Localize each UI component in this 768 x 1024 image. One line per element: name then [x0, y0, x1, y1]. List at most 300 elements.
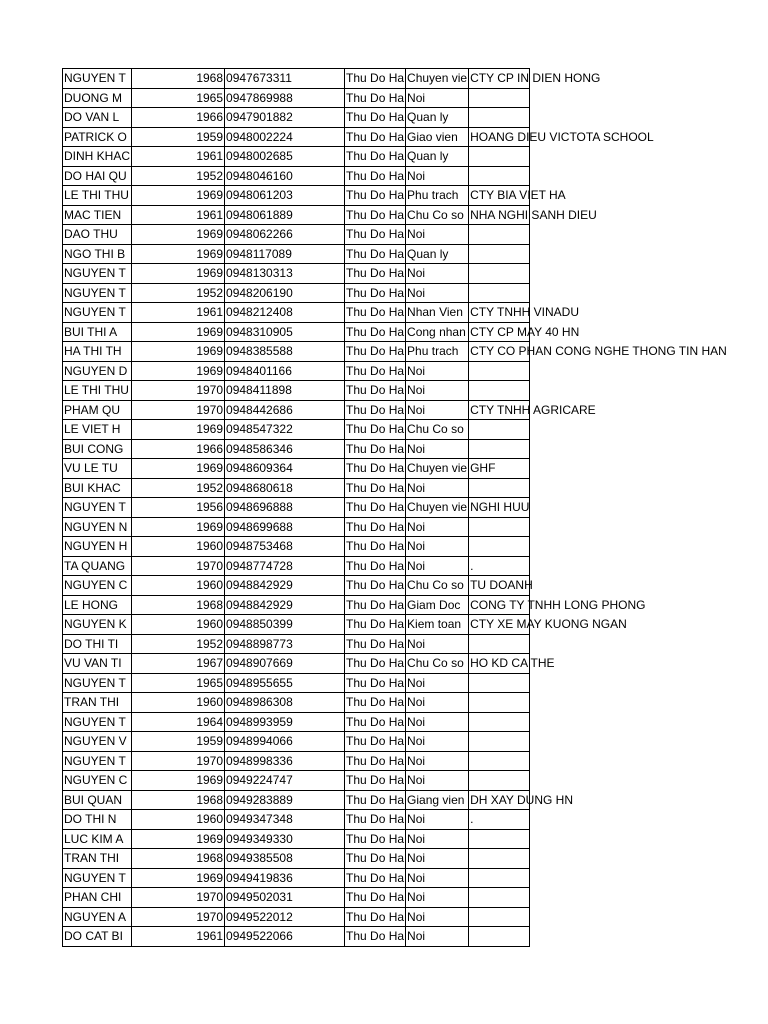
cell-name[interactable]: NGUYEN C [63, 576, 132, 596]
cell-birth-year[interactable]: 1969 [132, 420, 225, 440]
cell-phone[interactable]: 0948699688 [225, 517, 345, 537]
cell-city[interactable]: Thu Do Ha [345, 88, 406, 108]
cell-company[interactable] [469, 634, 530, 654]
cell-company[interactable] [469, 342, 727, 362]
cell-company[interactable] [469, 556, 530, 576]
cell-city[interactable]: Thu Do Ha [345, 186, 406, 206]
table-row [63, 673, 530, 693]
cell-birth-year[interactable]: 1960 [132, 810, 225, 830]
cell-birth-year[interactable]: 1959 [132, 732, 225, 752]
cell-job[interactable]: Noi [406, 927, 469, 947]
cell-company[interactable] [469, 751, 530, 771]
cell-company[interactable] [469, 303, 579, 323]
cell-job[interactable]: Noi [406, 439, 469, 459]
cell-name[interactable]: NGUYEN K [63, 615, 132, 635]
cell-city[interactable]: Thu Do Ha [345, 868, 406, 888]
cell-birth-year[interactable]: 1970 [132, 751, 225, 771]
cell-city[interactable]: Thu Do Ha [345, 400, 406, 420]
cell-job[interactable]: Noi [406, 517, 469, 537]
cell-name[interactable]: NGUYEN T [63, 498, 132, 518]
cell-birth-year[interactable]: 1960 [132, 615, 225, 635]
cell-name[interactable]: BUI CONG [63, 439, 132, 459]
table-row [63, 595, 530, 615]
cell-name[interactable]: DUONG M [63, 88, 132, 108]
cell-company[interactable] [469, 537, 530, 557]
cell-name[interactable]: DO THI N [63, 810, 132, 830]
cell-city[interactable]: Thu Do Ha [345, 205, 406, 225]
cell-phone[interactable]: 0949347348 [225, 810, 345, 830]
cell-name[interactable]: BUI QUAN [63, 790, 132, 810]
cell-name[interactable]: LE VIET H [63, 420, 132, 440]
cell-name[interactable]: NGUYEN T [63, 69, 132, 89]
cell-company[interactable] [469, 420, 530, 440]
cell-birth-year[interactable]: 1969 [132, 829, 225, 849]
cell-birth-year[interactable]: 1970 [132, 556, 225, 576]
cell-job[interactable]: Chu Co so [406, 654, 469, 674]
cell-job[interactable]: Giao vien [406, 127, 469, 147]
cell-city[interactable]: Thu Do Ha [345, 615, 406, 635]
cell-company-text: CTY TNHH AGRICARE [470, 402, 596, 417]
cell-phone[interactable]: 0949522066 [225, 927, 345, 947]
cell-city[interactable]: Thu Do Ha [345, 69, 406, 89]
cell-job[interactable]: Noi [406, 283, 469, 303]
cell-phone[interactable]: 0948994066 [225, 732, 345, 752]
table-row [63, 556, 530, 576]
cell-phone[interactable]: 0948411898 [225, 381, 345, 401]
cell-birth-year[interactable]: 1969 [132, 264, 225, 284]
cell-job[interactable]: Phu trach [406, 186, 469, 206]
cell-city[interactable]: Thu Do Ha [345, 712, 406, 732]
cell-birth-year[interactable]: 1970 [132, 381, 225, 401]
cell-job[interactable]: Noi [406, 634, 469, 654]
cell-name[interactable]: LE THI THU [63, 381, 132, 401]
cell-birth-year[interactable]: 1969 [132, 459, 225, 479]
cell-city[interactable]: Thu Do Ha [345, 693, 406, 713]
cell-company[interactable] [469, 595, 646, 615]
cell-city[interactable]: Thu Do Ha [345, 283, 406, 303]
cell-job[interactable]: Noi [406, 537, 469, 557]
cell-phone[interactable]: 0949502031 [225, 888, 345, 908]
cell-city[interactable]: Thu Do Ha [345, 108, 406, 128]
cell-job[interactable]: Cong nhan [406, 322, 469, 342]
table-row [63, 712, 530, 732]
cell-birth-year[interactable]: 1966 [132, 439, 225, 459]
cell-city[interactable]: Thu Do Ha [345, 576, 406, 596]
cell-birth-year[interactable]: 1961 [132, 303, 225, 323]
cell-job[interactable]: Chuyen vie [406, 69, 469, 89]
cell-phone[interactable]: 0948774728 [225, 556, 345, 576]
cell-phone[interactable]: 0948998336 [225, 751, 345, 771]
cell-company[interactable] [469, 693, 530, 713]
cell-name[interactable]: NGUYEN V [63, 732, 132, 752]
cell-job[interactable]: Noi [406, 673, 469, 693]
cell-name[interactable]: NGUYEN T [63, 283, 132, 303]
cell-city[interactable]: Thu Do Ha [345, 342, 406, 362]
cell-birth-year[interactable]: 1960 [132, 537, 225, 557]
cell-birth-year[interactable]: 1961 [132, 205, 225, 225]
cell-name[interactable]: LUC KIM A [63, 829, 132, 849]
cell-city[interactable]: Thu Do Ha [345, 732, 406, 752]
cell-job[interactable]: Noi [406, 225, 469, 245]
cell-birth-year[interactable]: 1970 [132, 400, 225, 420]
cell-name[interactable]: NGUYEN N [63, 517, 132, 537]
cell-job[interactable]: Noi [406, 88, 469, 108]
table-row [63, 361, 530, 381]
cell-job[interactable]: Quan ly [406, 108, 469, 128]
cell-birth-year[interactable]: 1965 [132, 88, 225, 108]
cell-company[interactable] [469, 790, 573, 810]
cell-company[interactable] [469, 576, 533, 596]
cell-phone[interactable]: 0948986308 [225, 693, 345, 713]
cell-birth-year[interactable]: 1969 [132, 244, 225, 264]
cell-birth-year[interactable]: 1960 [132, 693, 225, 713]
cell-company-text: CTY XE MAY KUONG NGAN [470, 617, 627, 631]
cell-birth-year[interactable]: 1965 [132, 673, 225, 693]
cell-name[interactable]: NGUYEN T [63, 751, 132, 771]
cell-company[interactable] [469, 439, 530, 459]
cell-company[interactable] [469, 888, 530, 908]
table-row [63, 69, 530, 89]
cell-birth-year[interactable]: 1968 [132, 790, 225, 810]
cell-phone[interactable]: 0948993959 [225, 712, 345, 732]
cell-company[interactable] [469, 361, 530, 381]
cell-city[interactable]: Thu Do Ha [345, 556, 406, 576]
cell-phone[interactable]: 0948586346 [225, 439, 345, 459]
cell-phone[interactable]: 0949522012 [225, 907, 345, 927]
cell-name[interactable]: VU LE TU [63, 459, 132, 479]
cell-name[interactable]: NGUYEN C [63, 771, 132, 791]
cell-phone[interactable]: 0949224747 [225, 771, 345, 791]
cell-company[interactable] [469, 186, 566, 206]
table-row [63, 108, 530, 128]
cell-name[interactable]: VU VAN TI [63, 654, 132, 674]
cell-job[interactable]: Noi [406, 907, 469, 927]
cell-birth-year[interactable]: 1959 [132, 127, 225, 147]
cell-phone[interactable]: 0948680618 [225, 478, 345, 498]
cell-job[interactable]: Chuyen vie [406, 459, 469, 479]
cell-company[interactable] [469, 849, 530, 869]
cell-city[interactable]: Thu Do Ha [345, 459, 406, 479]
cell-name[interactable]: NGUYEN T [63, 868, 132, 888]
cell-phone[interactable]: 0947901882 [225, 108, 345, 128]
cell-city[interactable]: Thu Do Ha [345, 634, 406, 654]
cell-birth-year[interactable]: 1969 [132, 771, 225, 791]
cell-city[interactable]: Thu Do Ha [345, 264, 406, 284]
table-row [63, 439, 530, 459]
cell-city[interactable]: Thu Do Ha [345, 751, 406, 771]
cell-phone[interactable]: 0948850399 [225, 615, 345, 635]
cell-city[interactable]: Thu Do Ha [345, 166, 406, 186]
cell-company[interactable] [469, 615, 627, 635]
cell-company[interactable] [469, 108, 530, 128]
cell-name[interactable]: NGUYEN T [63, 264, 132, 284]
cell-birth-year[interactable]: 1964 [132, 712, 225, 732]
cell-phone[interactable]: 0947869988 [225, 88, 345, 108]
cell-name[interactable]: PATRICK O [63, 127, 132, 147]
cell-job[interactable]: Noi [406, 381, 469, 401]
cell-birth-year[interactable]: 1952 [132, 166, 225, 186]
cell-company-text: CTY BIA VIET HA [470, 188, 566, 202]
cell-job[interactable]: Noi [406, 400, 469, 420]
cell-phone[interactable]: 0948061889 [225, 205, 345, 225]
cell-job[interactable]: Phu trach [406, 342, 469, 362]
cell-name[interactable]: DO HAI QU [63, 166, 132, 186]
cell-phone[interactable]: 0948062266 [225, 225, 345, 245]
cell-birth-year[interactable]: 1960 [132, 576, 225, 596]
cell-phone[interactable]: 0948442686 [225, 400, 345, 420]
cell-city[interactable]: Thu Do Ha [345, 439, 406, 459]
cell-phone[interactable]: 0948401166 [225, 361, 345, 381]
cell-birth-year[interactable]: 1969 [132, 361, 225, 381]
cell-name[interactable]: DO VAN L [63, 108, 132, 128]
table-row [63, 400, 530, 420]
cell-name[interactable]: TRAN THI [63, 849, 132, 869]
cell-company[interactable] [469, 810, 530, 830]
cell-company[interactable] [469, 322, 580, 342]
cell-job[interactable]: Noi [406, 829, 469, 849]
table-row [63, 732, 530, 752]
cell-company[interactable] [469, 205, 597, 225]
cell-birth-year[interactable]: 1969 [132, 225, 225, 245]
cell-job[interactable]: Noi [406, 732, 469, 752]
cell-name[interactable]: DINH KHAC [63, 147, 132, 167]
cell-city[interactable]: Thu Do Ha [345, 244, 406, 264]
cell-company[interactable] [469, 166, 530, 186]
cell-birth-year[interactable]: 1968 [132, 595, 225, 615]
cell-company[interactable] [469, 517, 530, 537]
cell-birth-year[interactable]: 1968 [132, 849, 225, 869]
cell-city[interactable]: Thu Do Ha [345, 361, 406, 381]
table-row [63, 303, 530, 323]
cell-birth-year[interactable]: 1952 [132, 478, 225, 498]
cell-job[interactable]: Noi [406, 166, 469, 186]
cell-job[interactable]: Noi [406, 478, 469, 498]
table-row [63, 849, 530, 869]
cell-company[interactable] [469, 244, 530, 264]
cell-name[interactable]: TRAN THI [63, 693, 132, 713]
cell-city[interactable]: Thu Do Ha [345, 127, 406, 147]
cell-name[interactable]: BUI THI A [63, 322, 132, 342]
table-row [63, 420, 530, 440]
cell-phone[interactable]: 0949283889 [225, 790, 345, 810]
cell-company[interactable] [469, 225, 530, 245]
cell-city[interactable]: Thu Do Ha [345, 771, 406, 791]
table-row [63, 810, 530, 830]
cell-job[interactable]: Noi [406, 264, 469, 284]
cell-job[interactable]: Nhan Vien [406, 303, 469, 323]
cell-company[interactable] [469, 69, 601, 89]
cell-phone[interactable]: 0948212408 [225, 303, 345, 323]
cell-company[interactable] [469, 478, 530, 498]
cell-city[interactable]: Thu Do Ha [345, 517, 406, 537]
cell-name[interactable]: LE THI THU [63, 186, 132, 206]
cell-company[interactable] [469, 264, 530, 284]
cell-birth-year[interactable]: 1967 [132, 654, 225, 674]
cell-company-text: CTY TNHH VINADU [470, 305, 579, 319]
cell-job[interactable]: Noi [406, 751, 469, 771]
cell-birth-year[interactable]: 1969 [132, 342, 225, 362]
cell-name[interactable]: NGUYEN T [63, 673, 132, 693]
cell-job[interactable]: Chuyen vie [406, 498, 469, 518]
cell-company[interactable] [469, 829, 530, 849]
cell-company[interactable] [469, 400, 596, 420]
cell-city[interactable]: Thu Do Ha [345, 927, 406, 947]
cell-phone[interactable]: 0948002685 [225, 147, 345, 167]
cell-company-text: NGHI HUU [470, 500, 530, 514]
cell-phone[interactable]: 0948842929 [225, 595, 345, 615]
cell-birth-year[interactable]: 1970 [132, 888, 225, 908]
cell-job[interactable]: Noi [406, 810, 469, 830]
cell-city[interactable]: Thu Do Ha [345, 303, 406, 323]
cell-company[interactable] [469, 381, 530, 401]
cell-job[interactable]: Chu Co so [406, 420, 469, 440]
cell-phone[interactable]: 0948310905 [225, 322, 345, 342]
cell-company[interactable] [469, 732, 530, 752]
cell-job[interactable]: Chu Co so [406, 576, 469, 596]
table-row [63, 868, 530, 888]
cell-city[interactable]: Thu Do Ha [345, 810, 406, 830]
cell-birth-year[interactable]: 1956 [132, 498, 225, 518]
cell-phone[interactable]: 0948547322 [225, 420, 345, 440]
cell-company[interactable] [469, 673, 530, 693]
cell-city[interactable]: Thu Do Ha [345, 673, 406, 693]
cell-name[interactable]: DO THI TI [63, 634, 132, 654]
cell-name[interactable]: HA THI TH [63, 342, 132, 362]
cell-phone[interactable]: 0948696888 [225, 498, 345, 518]
cell-phone[interactable]: 0948046160 [225, 166, 345, 186]
cell-company[interactable] [469, 771, 530, 791]
cell-city[interactable]: Thu Do Ha [345, 322, 406, 342]
cell-phone[interactable]: 0948955655 [225, 673, 345, 693]
cell-company[interactable] [469, 927, 530, 947]
cell-company[interactable] [469, 907, 530, 927]
cell-name[interactable]: NGUYEN A [63, 907, 132, 927]
cell-job[interactable]: Noi [406, 849, 469, 869]
cell-name[interactable]: TA QUANG [63, 556, 132, 576]
cell-phone[interactable]: 0948385588 [225, 342, 345, 362]
cell-phone[interactable]: 0948206190 [225, 283, 345, 303]
cell-phone[interactable]: 0948130313 [225, 264, 345, 284]
cell-phone[interactable]: 0949349330 [225, 829, 345, 849]
cell-city[interactable]: Thu Do Ha [345, 420, 406, 440]
cell-job[interactable]: Giam Doc [406, 595, 469, 615]
table-row [63, 498, 530, 518]
cell-company[interactable] [469, 127, 654, 147]
cell-company-text: . [470, 558, 474, 573]
cell-city[interactable]: Thu Do Ha [345, 888, 406, 908]
cell-city[interactable]: Thu Do Ha [345, 790, 406, 810]
table-row [63, 264, 530, 284]
cell-city[interactable]: Thu Do Ha [345, 498, 406, 518]
cell-company[interactable] [469, 654, 555, 674]
cell-company[interactable] [469, 868, 530, 888]
cell-name[interactable]: NGUYEN H [63, 537, 132, 557]
cell-name[interactable]: LE HONG [63, 595, 132, 615]
cell-name[interactable]: NGUYEN T [63, 712, 132, 732]
cell-city[interactable]: Thu Do Ha [345, 907, 406, 927]
cell-phone[interactable]: 0949419836 [225, 868, 345, 888]
cell-city[interactable]: Thu Do Ha [345, 381, 406, 401]
cell-city[interactable]: Thu Do Ha [345, 849, 406, 869]
cell-name[interactable]: PHAN CHI [63, 888, 132, 908]
table-row [63, 322, 530, 342]
cell-name[interactable]: NGUYEN T [63, 303, 132, 323]
cell-name[interactable]: NGUYEN D [63, 361, 132, 381]
cell-birth-year[interactable]: 1969 [132, 322, 225, 342]
cell-phone[interactable]: 0948061203 [225, 186, 345, 206]
cell-job[interactable]: Noi [406, 712, 469, 732]
cell-job[interactable]: Quan ly [406, 244, 469, 264]
cell-job[interactable]: Kiem toan [406, 615, 469, 635]
cell-phone[interactable]: 0948753468 [225, 537, 345, 557]
cell-birth-year[interactable]: 1970 [132, 907, 225, 927]
cell-job[interactable]: Noi [406, 868, 469, 888]
cell-phone[interactable]: 0948609364 [225, 459, 345, 479]
cell-company[interactable] [469, 712, 530, 732]
cell-phone[interactable]: 0948907669 [225, 654, 345, 674]
table-row [63, 166, 530, 186]
table-row [63, 771, 530, 791]
cell-birth-year[interactable]: 1966 [132, 108, 225, 128]
cell-city[interactable]: Thu Do Ha [345, 225, 406, 245]
cell-city[interactable]: Thu Do Ha [345, 829, 406, 849]
cell-company-text: HOANG DIEU VICTOTA SCHOOL [470, 129, 654, 144]
cell-birth-year[interactable]: 1968 [132, 69, 225, 89]
cell-phone[interactable]: 0948117089 [225, 244, 345, 264]
cell-birth-year[interactable]: 1969 [132, 517, 225, 537]
cell-phone[interactable]: 0948842929 [225, 576, 345, 596]
cell-company-text: . [470, 812, 474, 826]
cell-birth-year[interactable]: 1969 [132, 868, 225, 888]
cell-city[interactable]: Thu Do Ha [345, 595, 406, 615]
cell-job[interactable]: Chu Co so [406, 205, 469, 225]
cell-job[interactable]: Noi [406, 361, 469, 381]
table-row [63, 283, 530, 303]
cell-job[interactable]: Giang vien [406, 790, 469, 810]
cell-job[interactable]: Noi [406, 556, 469, 576]
cell-phone[interactable]: 0948898773 [225, 634, 345, 654]
cell-birth-year[interactable]: 1952 [132, 283, 225, 303]
cell-phone[interactable]: 0948002224 [225, 127, 345, 147]
cell-birth-year[interactable]: 1952 [132, 634, 225, 654]
cell-birth-year[interactable]: 1961 [132, 147, 225, 167]
cell-company[interactable] [469, 498, 530, 518]
cell-birth-year[interactable]: 1969 [132, 186, 225, 206]
cell-company-text: DH XAY DUNG HN [470, 792, 573, 807]
cell-city[interactable]: Thu Do Ha [345, 478, 406, 498]
cell-city[interactable]: Thu Do Ha [345, 654, 406, 674]
cell-name[interactable]: MAC TIEN [63, 205, 132, 225]
cell-name[interactable]: PHAM QU [63, 400, 132, 420]
cell-company[interactable] [469, 88, 530, 108]
cell-job[interactable]: Noi [406, 693, 469, 713]
cell-name[interactable]: BUI KHAC [63, 478, 132, 498]
cell-name[interactable]: NGO THI B [63, 244, 132, 264]
cell-job[interactable]: Noi [406, 771, 469, 791]
cell-company[interactable] [469, 283, 530, 303]
cell-company[interactable] [469, 147, 530, 167]
cell-company[interactable] [469, 459, 530, 479]
cell-job[interactable]: Quan ly [406, 147, 469, 167]
cell-birth-year[interactable]: 1961 [132, 927, 225, 947]
cell-phone[interactable]: 0947673311 [225, 69, 345, 89]
cell-city[interactable]: Thu Do Ha [345, 537, 406, 557]
cell-phone[interactable]: 0949385508 [225, 849, 345, 869]
cell-name[interactable]: DAO THU [63, 225, 132, 245]
cell-job[interactable]: Noi [406, 888, 469, 908]
cell-city[interactable]: Thu Do Ha [345, 147, 406, 167]
cell-name[interactable]: DO CAT BI [63, 927, 132, 947]
